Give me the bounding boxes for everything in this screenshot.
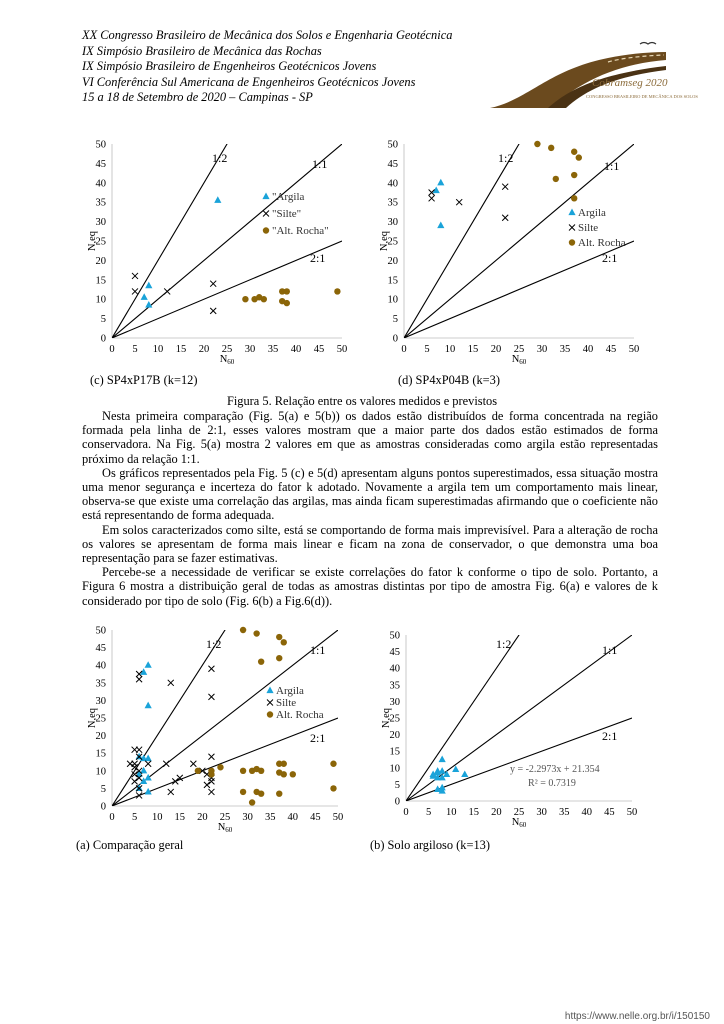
x-tick-label: 15 bbox=[175, 344, 187, 355]
legend-label: Argila bbox=[578, 207, 606, 219]
footer-url: https://www.nelle.org.br/i/150150 bbox=[564, 1011, 710, 1022]
x-tick-label: 50 bbox=[628, 344, 640, 355]
y-tick-label: 40 bbox=[387, 178, 398, 190]
x-tick-label: 35 bbox=[558, 807, 570, 818]
data-point bbox=[214, 196, 221, 203]
data-point bbox=[204, 782, 210, 788]
y-tick-label: 5 bbox=[100, 314, 106, 326]
data-point bbox=[190, 761, 196, 767]
y-tick-label: 40 bbox=[389, 663, 400, 675]
y-tick-label: 10 bbox=[95, 294, 106, 306]
x-tick-label: 5 bbox=[132, 344, 138, 355]
reference-label: 1:2 bbox=[498, 151, 514, 165]
data-point bbox=[548, 145, 554, 151]
x-axis-label: N60 bbox=[219, 354, 235, 366]
reference-label: 2:1 bbox=[602, 251, 618, 265]
fig6a-caption: (a) Comparação geral bbox=[76, 838, 184, 852]
data-point bbox=[334, 288, 340, 294]
x-tick-label: 0 bbox=[109, 812, 115, 823]
reference-line-1-1 bbox=[406, 635, 632, 801]
y-axis-label: N,eq bbox=[381, 707, 392, 729]
x-tick-label: 40 bbox=[290, 344, 302, 355]
data-point bbox=[132, 288, 138, 294]
legend-marker bbox=[568, 209, 575, 216]
y-tick-label: 0 bbox=[100, 801, 106, 813]
data-point bbox=[132, 778, 138, 784]
y-tick-label: 15 bbox=[95, 748, 106, 760]
y-tick-label: 45 bbox=[95, 158, 106, 170]
data-point bbox=[276, 634, 282, 640]
body-text bbox=[82, 409, 658, 608]
data-point bbox=[249, 799, 255, 805]
data-point bbox=[132, 273, 138, 279]
data-point bbox=[281, 639, 287, 645]
trendline-equation: y = -2.2973x + 21.354 bbox=[509, 763, 600, 775]
data-point bbox=[576, 154, 582, 160]
y-tick-label: 25 bbox=[389, 713, 400, 725]
paragraph-2: Os gráficos representados pela Fig. 5 (c) e 5(d) apresentam alguns pontos superestimados, essa situação mostra uma menor segurança e incerteza do fator k adotado. Novamente a argila tem um comportamento mais linear, observa-se que existe uma correlação das argilas, mas ainda ficam superestimadas afirmando que o coeficiente não está representando de forma adequada. bbox=[82, 465, 658, 523]
y-tick-label: 20 bbox=[95, 255, 106, 267]
data-point bbox=[145, 282, 152, 289]
legend-label: Silte bbox=[578, 222, 599, 234]
legend-label: Silte bbox=[276, 697, 297, 709]
data-point bbox=[240, 768, 246, 774]
data-point bbox=[461, 770, 468, 777]
y-tick-label: 10 bbox=[387, 294, 398, 306]
x-tick-label: 10 bbox=[151, 812, 163, 823]
legend-label: Alt. Rocha bbox=[578, 237, 626, 249]
legend-label: "Silte" bbox=[272, 208, 302, 220]
data-point bbox=[553, 176, 559, 182]
header-line-4: VI Conferência Sul Americana de Engenheiros Geotécnicos Jovens bbox=[82, 74, 416, 89]
x-tick-label: 45 bbox=[605, 344, 617, 355]
data-point bbox=[284, 288, 290, 294]
x-axis-label: N60 bbox=[511, 817, 527, 829]
data-point bbox=[290, 771, 296, 777]
x-tick-label: 0 bbox=[403, 807, 409, 818]
x-tick-label: 30 bbox=[536, 344, 548, 355]
conference-header bbox=[82, 28, 502, 106]
legend-marker bbox=[266, 687, 273, 694]
legend-marker bbox=[267, 711, 273, 717]
data-point bbox=[240, 789, 246, 795]
reference-label: 1:2 bbox=[206, 637, 222, 651]
data-point bbox=[276, 655, 282, 661]
y-tick-label: 15 bbox=[387, 275, 398, 287]
legend-marker bbox=[263, 211, 269, 217]
x-tick-label: 25 bbox=[513, 807, 525, 818]
y-tick-label: 45 bbox=[95, 643, 106, 655]
data-point bbox=[534, 141, 540, 147]
y-axis-label: N,eq bbox=[87, 707, 98, 729]
x-axis-label: N60 bbox=[217, 822, 233, 834]
x-tick-label: 50 bbox=[336, 344, 348, 355]
logo-road-icon bbox=[488, 40, 698, 110]
y-tick-label: 30 bbox=[387, 217, 398, 229]
x-tick-label: 15 bbox=[467, 344, 479, 355]
reference-label: 2:1 bbox=[602, 729, 618, 743]
chart-fig6b bbox=[368, 628, 644, 842]
x-tick-label: 25 bbox=[221, 344, 233, 355]
data-point bbox=[164, 288, 170, 294]
x-tick-label: 40 bbox=[287, 812, 299, 823]
y-tick-label: 20 bbox=[387, 255, 398, 267]
data-point bbox=[145, 761, 151, 767]
reference-label: 2:1 bbox=[310, 251, 326, 265]
reference-label: 1:1 bbox=[602, 643, 618, 657]
data-point bbox=[208, 754, 214, 760]
reference-label: 1:1 bbox=[604, 159, 620, 173]
cobramseg-logo bbox=[488, 40, 698, 110]
y-tick-label: 35 bbox=[95, 197, 106, 209]
y-tick-label: 40 bbox=[95, 178, 106, 190]
y-tick-label: 25 bbox=[95, 236, 106, 248]
y-tick-label: 40 bbox=[95, 660, 106, 672]
data-point bbox=[210, 308, 216, 314]
y-tick-label: 0 bbox=[100, 333, 106, 345]
data-point bbox=[439, 756, 446, 763]
x-tick-label: 25 bbox=[513, 344, 525, 355]
header-line-2: IX Simpósio Brasileiro de Mecânica das Rochas bbox=[82, 43, 322, 58]
data-point bbox=[437, 179, 444, 186]
data-point bbox=[217, 764, 223, 770]
header-line-3: IX Simpósio Brasileiro de Engenheiros Geotécnicos Jovens bbox=[82, 59, 377, 74]
y-tick-label: 25 bbox=[387, 236, 398, 248]
y-tick-label: 5 bbox=[392, 314, 398, 326]
y-tick-label: 15 bbox=[389, 746, 400, 758]
data-point bbox=[136, 792, 142, 798]
y-tick-label: 35 bbox=[95, 678, 106, 690]
y-tick-label: 15 bbox=[95, 275, 106, 287]
header-line-1: XX Congresso Brasileiro de Mecânica dos Solos e Engenharia Geotécnica bbox=[82, 28, 453, 42]
data-point bbox=[195, 768, 201, 774]
figure5-caption: Figura 5. Relação entre os valores medidos e previstos bbox=[226, 394, 498, 408]
y-tick-label: 0 bbox=[392, 333, 398, 345]
x-tick-label: 20 bbox=[198, 344, 210, 355]
x-tick-label: 30 bbox=[536, 807, 547, 818]
data-point bbox=[439, 767, 446, 774]
chart-fig6a bbox=[84, 622, 354, 842]
reference-label: 1:2 bbox=[496, 637, 512, 651]
x-tick-label: 0 bbox=[401, 344, 407, 355]
legend-marker bbox=[262, 193, 269, 200]
y-tick-label: 45 bbox=[387, 158, 398, 170]
y-tick-label: 50 bbox=[95, 139, 106, 151]
x-tick-label: 0 bbox=[109, 344, 115, 355]
chart-fig5c-svg bbox=[84, 136, 354, 376]
x-axis-label: N60 bbox=[511, 354, 527, 366]
logo-title: Cobramseg 2020 bbox=[592, 77, 668, 89]
data-point bbox=[208, 666, 214, 672]
paragraph-3: Em solos caracterizados como silte, está se comportando de forma mais imprevisível. Para a alteração de rocha os valores se apresentam de forma mais linear e ficam na zona de conservador, o que demonstra uma boa representação para se fazer estimativas. bbox=[82, 522, 658, 566]
x-tick-label: 45 bbox=[310, 812, 321, 823]
chart-fig5d-svg bbox=[376, 136, 646, 376]
data-point bbox=[261, 296, 267, 302]
data-point bbox=[330, 761, 336, 767]
legend-label: Alt. Rocha bbox=[276, 709, 324, 721]
x-tick-label: 50 bbox=[626, 807, 638, 818]
x-tick-label: 45 bbox=[313, 344, 325, 355]
data-point bbox=[258, 658, 264, 664]
data-point bbox=[208, 778, 214, 784]
y-tick-label: 50 bbox=[95, 625, 106, 637]
x-tick-label: 20 bbox=[197, 812, 208, 823]
x-tick-label: 5 bbox=[425, 807, 432, 818]
chart-fig6a-svg bbox=[84, 622, 354, 842]
data-point bbox=[253, 630, 259, 636]
x-tick-label: 35 bbox=[267, 344, 279, 355]
reference-line-1-1 bbox=[112, 144, 342, 338]
y-tick-label: 50 bbox=[387, 139, 398, 151]
paragraph-1: Nesta primeira comparação (Fig. 5(a) e 5(b)) os dados estão distribuídos de forma concentrada na região formada pela linha de 2:1, esses valores mostram que a maior parte dos dados estão estimados de forma conservadora. Na Fig. 5(a) mostra 2 valores em que as amostras consideradas como argila estão representadas próximo da relação 1:1. bbox=[82, 409, 658, 466]
y-tick-label: 0 bbox=[394, 796, 400, 808]
y-tick-label: 20 bbox=[95, 731, 106, 743]
data-point bbox=[136, 747, 142, 753]
trendline-r2: R² = 0.7319 bbox=[528, 778, 576, 790]
legend-marker bbox=[263, 227, 269, 233]
data-point bbox=[240, 627, 246, 633]
y-tick-label: 30 bbox=[389, 696, 400, 708]
x-tick-label: 45 bbox=[604, 807, 615, 818]
data-point bbox=[242, 296, 248, 302]
x-tick-label: 15 bbox=[468, 807, 480, 818]
y-tick-label: 5 bbox=[394, 779, 400, 791]
data-point bbox=[208, 789, 214, 795]
data-point bbox=[210, 281, 216, 287]
y-tick-label: 30 bbox=[95, 695, 106, 707]
data-point bbox=[429, 195, 435, 201]
chart-fig5c bbox=[84, 136, 354, 376]
data-point bbox=[145, 754, 152, 761]
x-tick-label: 25 bbox=[219, 812, 231, 823]
data-point bbox=[571, 195, 577, 201]
legend-marker bbox=[569, 225, 575, 231]
x-tick-label: 40 bbox=[582, 344, 594, 355]
data-point bbox=[168, 680, 174, 686]
fig5d-caption: (d) SP4xP04B (k=3) bbox=[398, 373, 500, 387]
paragraph-4: Percebe-se a necessidade de verificar se existe correlações do fator k conforme o tipo de solo. Portanto, a Figura 6 mostra a distribuição geral de todas as amostras distintas por tipo de amostra Fig. 6(a) e valores de k considerado por tipo de solo (Fig. 6(b) a Fig.6(d)). bbox=[82, 565, 658, 608]
data-point bbox=[145, 661, 152, 668]
data-point bbox=[276, 790, 282, 796]
legend-marker bbox=[569, 239, 575, 245]
y-tick-label: 50 bbox=[389, 630, 400, 642]
data-point bbox=[281, 771, 287, 777]
legend-label: "Argila bbox=[272, 191, 305, 203]
x-tick-label: 10 bbox=[445, 807, 457, 818]
fig5c-caption: (c) SP4xP17B (k=12) bbox=[90, 373, 198, 387]
logo-subtitle: CONGRESSO BRASILEIRO DE MECÂNICA DOS SOLOS bbox=[586, 94, 698, 99]
x-tick-label: 50 bbox=[332, 812, 344, 823]
reference-label: 1:1 bbox=[310, 643, 326, 657]
reference-line-2-1 bbox=[112, 241, 342, 338]
data-point bbox=[258, 768, 264, 774]
y-tick-label: 25 bbox=[95, 713, 106, 725]
y-tick-label: 45 bbox=[389, 647, 400, 659]
chart-fig5d bbox=[376, 136, 646, 376]
x-tick-label: 35 bbox=[264, 812, 276, 823]
data-point bbox=[571, 149, 577, 155]
data-point bbox=[172, 778, 178, 784]
data-point bbox=[208, 694, 214, 700]
data-point bbox=[456, 199, 462, 205]
x-tick-label: 40 bbox=[581, 807, 593, 818]
legend-label: "Alt. Rocha" bbox=[272, 225, 329, 237]
x-tick-label: 5 bbox=[131, 812, 138, 823]
legend-marker bbox=[267, 700, 273, 706]
data-point bbox=[437, 221, 444, 228]
y-tick-label: 35 bbox=[387, 197, 398, 209]
y-tick-label: 30 bbox=[95, 217, 106, 229]
data-point bbox=[258, 790, 264, 796]
chart-fig6b-svg bbox=[368, 628, 644, 842]
reference-label: 2:1 bbox=[310, 731, 326, 745]
y-axis-label: N,eq bbox=[87, 230, 98, 252]
data-point bbox=[330, 785, 336, 791]
y-axis-label: N,eq bbox=[379, 230, 390, 252]
fig6b-caption: (b) Solo argiloso (k=13) bbox=[370, 838, 490, 852]
x-tick-label: 5 bbox=[424, 344, 430, 355]
y-tick-label: 10 bbox=[95, 766, 106, 778]
y-tick-label: 5 bbox=[100, 783, 106, 795]
y-tick-label: 35 bbox=[389, 680, 400, 692]
x-tick-label: 10 bbox=[444, 344, 456, 355]
data-point bbox=[163, 761, 169, 767]
data-point bbox=[284, 300, 290, 306]
data-point bbox=[141, 293, 148, 300]
legend-label: Argila bbox=[276, 685, 304, 697]
x-tick-label: 20 bbox=[490, 344, 502, 355]
y-tick-label: 20 bbox=[389, 730, 400, 742]
data-point bbox=[127, 761, 133, 767]
x-tick-label: 15 bbox=[174, 812, 186, 823]
x-tick-label: 10 bbox=[152, 344, 164, 355]
reference-label: 1:1 bbox=[312, 157, 328, 171]
data-point bbox=[208, 768, 214, 774]
x-tick-label: 35 bbox=[559, 344, 571, 355]
header-line-5: 15 a 18 de Setembro de 2020 – Campinas - SP bbox=[82, 90, 313, 105]
data-point bbox=[136, 676, 142, 682]
data-point bbox=[502, 215, 508, 221]
reference-label: 1:2 bbox=[212, 151, 228, 165]
data-point bbox=[502, 184, 508, 190]
reference-line-2-1 bbox=[404, 241, 634, 338]
data-point bbox=[281, 761, 287, 767]
y-tick-label: 10 bbox=[389, 763, 400, 775]
data-point bbox=[145, 702, 152, 709]
data-point bbox=[571, 172, 577, 178]
data-point bbox=[168, 789, 174, 795]
data-point bbox=[145, 774, 152, 781]
x-tick-label: 30 bbox=[242, 812, 253, 823]
x-tick-label: 30 bbox=[244, 344, 256, 355]
x-tick-label: 20 bbox=[491, 807, 502, 818]
